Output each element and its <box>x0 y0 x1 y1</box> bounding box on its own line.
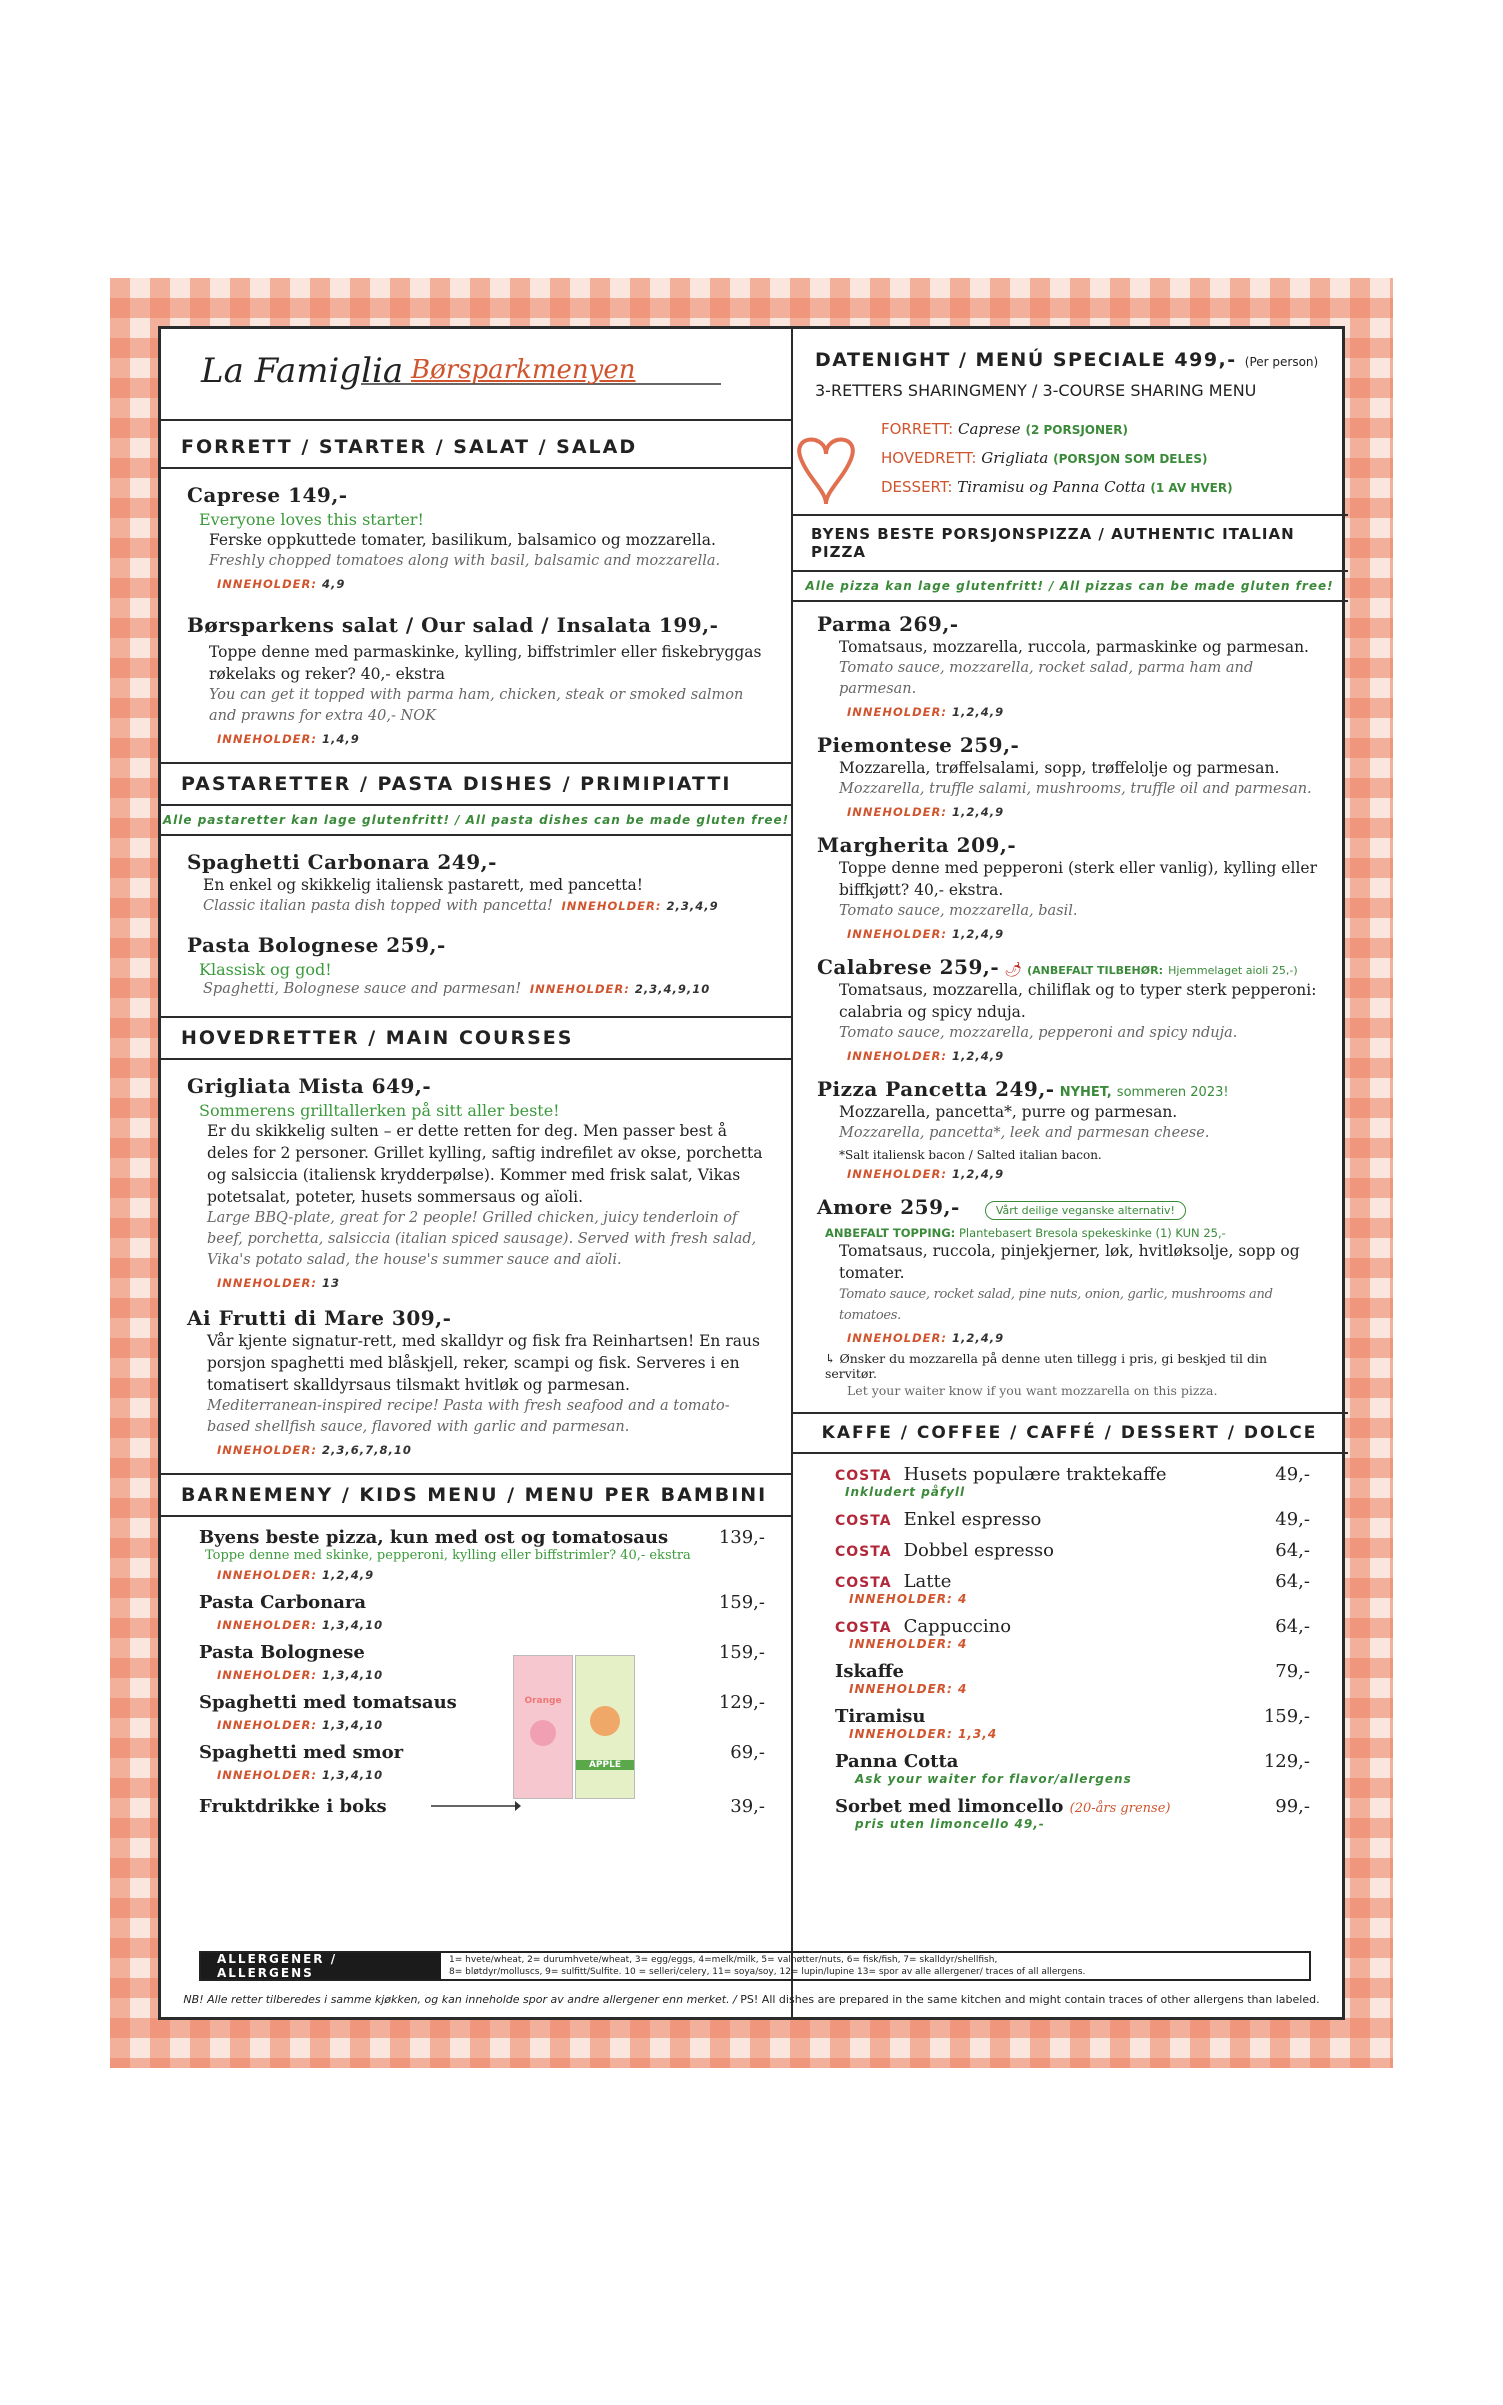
dish-bolognese <box>161 933 791 1000</box>
costa-logo: COSTA <box>835 1513 892 1529</box>
allergen-label: INNEHOLDER: <box>847 1331 947 1345</box>
allergen-label: INNEHOLDER: <box>529 982 630 996</box>
mains-header: HOVEDRETTER / MAIN COURSES <box>161 1016 791 1060</box>
mozzarella-note <box>825 1351 1322 1381</box>
allergen-label: INNEHOLDER: <box>217 577 317 591</box>
dish-desc-no: En enkel og skikkelig italiensk pastarett, med pancetta! <box>203 876 643 894</box>
dish-desc-no: Ferske oppkuttede tomater, basilikum, balsamico og mozzarella. <box>209 531 716 549</box>
dish-desc-en: Freshly chopped tomatoes along with basil, balsamic and mozzarella. <box>209 553 721 569</box>
allergen-info <box>217 1443 765 1457</box>
allergen-info <box>217 1718 791 1732</box>
allergen-label: INNEHOLDER: <box>217 1568 317 1582</box>
course-note: (1 AV HVER) <box>1150 481 1233 495</box>
dish-name: Børsparkens salat / Our salad / Insalata 199,- <box>187 613 719 637</box>
dish-title-row <box>817 1077 1322 1101</box>
allergen-codes: 2,3,6,7,8,10 <box>321 1443 412 1457</box>
desc-text: Spaghetti, Bolognese sauce and parmesan! <box>203 981 522 997</box>
allergen-codes: 1,2,4,9 <box>951 1167 1005 1181</box>
item-sub: Ask your waiter for flavor/allergens <box>855 1772 1132 1786</box>
allergen-codes: 1,2,4,9 <box>951 927 1005 941</box>
item-name: Fruktdrikke i boks <box>199 1796 387 1817</box>
allergen-info <box>217 1276 765 1290</box>
allergen-codes: 1,3,4,10 <box>321 1718 384 1732</box>
item-name: Latte <box>903 1571 952 1592</box>
allergen-codes: 1,3,4,10 <box>321 1768 384 1782</box>
cafe-item <box>791 1571 1348 1592</box>
vegan-badge: Vårt deilige veganske alternativ! <box>985 1201 1186 1220</box>
allergens-label: ALLERGENER / ALLERGENS <box>201 1953 441 1979</box>
item-name: Dobbel espresso <box>903 1540 1054 1561</box>
dish-desc-en: Tomato sauce, mozzarella, basil. <box>839 903 1078 919</box>
dish-title-row <box>817 955 1322 979</box>
item-name-wrap <box>835 1540 1054 1561</box>
age-limit: (20-års grense) <box>1069 1801 1171 1816</box>
allergen-label: INNEHOLDER: <box>847 805 947 819</box>
item-price: 64,- <box>1275 1571 1310 1592</box>
heart-icon <box>791 429 861 509</box>
course-dish: Caprese <box>958 420 1021 438</box>
dish-salad <box>161 613 791 746</box>
allergen-codes: 1,2,4,9 <box>951 805 1005 819</box>
allergen-info <box>847 705 1322 719</box>
item-sub: INNEHOLDER: 4 <box>849 1682 968 1696</box>
kids-item <box>161 1592 791 1613</box>
item-price: 49,- <box>1275 1509 1310 1530</box>
dish-desc-no: Mozzarella, pancetta*, purre og parmesan. <box>839 1103 1178 1121</box>
cafe-item <box>791 1616 1348 1637</box>
allergen-codes: 1,4,9 <box>321 732 360 746</box>
dish-desc-no: Toppe denne med pepperoni (sterk eller vanlig), kylling eller biffkjøtt? 40,- ekstra. <box>839 859 1317 899</box>
item-name-wrap <box>835 1571 951 1592</box>
dish-name: Piemontese 259,- <box>817 733 1020 757</box>
allergen-info <box>847 1167 1322 1181</box>
allergen-label: INNEHOLDER: <box>561 899 662 913</box>
new-text: sommeren 2023! <box>1116 1085 1229 1100</box>
datenight-courses <box>881 415 1233 502</box>
logo-area <box>161 329 791 421</box>
allergen-info <box>217 1618 791 1632</box>
allergen-label: INNEHOLDER: <box>217 1718 317 1732</box>
course-label: FORRETT: <box>881 420 954 438</box>
dish-tag: Sommerens grilltallerken på sitt aller beste! <box>199 1101 560 1120</box>
kids-item-tag: Toppe denne med skinke, pepperoni, kylling eller biffstrimler? 40,- ekstra <box>205 1548 691 1563</box>
allergen-label: INNEHOLDER: <box>847 927 947 941</box>
item-name: Cappuccino <box>903 1616 1012 1637</box>
allergens-line: 8= bløtdyr/molluscs, 9= sulfitt/Sulfite. 10 = selleri/celery, 11= soya/soy, 12= lupin/lupine 13= spor av alle allergener/ traces of all allergens. <box>449 1967 1086 1977</box>
costa-logo: COSTA <box>835 1575 892 1591</box>
pasta-gluten-note: Alle pastaretter kan lage glutenfritt! / All pasta dishes can be made gluten free! <box>161 806 791 836</box>
kids-item <box>161 1742 791 1763</box>
arrow-right-icon <box>431 1799 521 1813</box>
item-name: Pasta Carbonara <box>199 1592 367 1613</box>
pizza-margherita <box>791 833 1348 941</box>
pony-icon <box>590 1706 620 1736</box>
menu-card <box>158 326 1345 2020</box>
allergen-info <box>217 732 765 746</box>
allergen-label: INNEHOLDER: <box>217 1276 317 1290</box>
per-person: (Per person) <box>1244 355 1319 369</box>
cafe-item <box>791 1661 1348 1682</box>
topping-label: ANBEFALT TOPPING: <box>825 1226 956 1240</box>
extra-text: Hjemmelaget aioli 25,-) <box>1168 964 1298 977</box>
allergen-label: INNEHOLDER: <box>217 1443 317 1457</box>
kids-item <box>161 1527 791 1548</box>
item-name: Panna Cotta <box>835 1751 959 1772</box>
allergen-codes: 1,3,4,10 <box>321 1618 384 1632</box>
allergen-label: INNEHOLDER: <box>217 1668 317 1682</box>
dish-name: Grigliata Mista 649,- <box>187 1074 432 1098</box>
allergen-codes: 1,2,4,9 <box>951 1331 1005 1345</box>
title-text: DATENIGHT / MENÚ SPECIALE 499,- <box>815 349 1237 371</box>
dish-name: Margherita 209,- <box>817 833 1017 857</box>
course-label: DESSERT: <box>881 478 953 496</box>
menu-name: Børsparkmenyen <box>411 355 636 385</box>
left-column <box>161 329 793 2017</box>
dish-desc-en: Tomato sauce, mozzarella, pepperoni and spicy nduja. <box>839 1025 1238 1041</box>
new-label: NYHET, <box>1059 1085 1112 1100</box>
item-name-wrap <box>835 1796 1170 1817</box>
item-sub: INNEHOLDER: 1,3,4 <box>849 1727 998 1741</box>
item-name: Spaghetti med tomatsaus <box>199 1692 457 1713</box>
item-name: Tiramisu <box>835 1706 926 1727</box>
costa-logo: COSTA <box>835 1544 892 1560</box>
allergen-codes: 13 <box>321 1276 340 1290</box>
cafe-item <box>791 1796 1348 1817</box>
mozzarella-note-en: Let your waiter know if you want mozzarella on this pizza. <box>847 1383 1218 1398</box>
allergen-label: INNEHOLDER: <box>217 1618 317 1632</box>
course-dish: Tiramisu og Panna Cotta <box>957 478 1146 496</box>
cafe-item <box>791 1464 1348 1485</box>
footer-note <box>161 1993 1342 2006</box>
item-price: 64,- <box>1275 1540 1310 1561</box>
dish-frutti-di-mare <box>161 1306 791 1457</box>
dish-desc-no: Mozzarella, trøffelsalami, sopp, trøffelolje og parmesan. <box>839 759 1280 777</box>
footer-no: NB! Alle retter tilberedes i samme kjøkken, og kan inneholde spor av andre allergener enn merket. / <box>183 1993 737 2006</box>
dish-caprese <box>161 483 791 591</box>
juice-label: APPLE <box>576 1760 634 1770</box>
dish-name: Ai Frutti di Mare 309,- <box>187 1306 452 1330</box>
item-price: 129,- <box>718 1692 765 1713</box>
item-price: 159,- <box>1263 1706 1310 1727</box>
allergens-legend <box>199 1951 1311 1981</box>
dish-desc-no: Tomatsaus, ruccola, pinjekjerner, løk, hvitløksolje, sopp og tomater. <box>839 1242 1300 1282</box>
dish-footnote: *Salt italiensk bacon / Salted italian bacon. <box>839 1148 1102 1162</box>
item-price: 39,- <box>730 1796 765 1817</box>
datenight-subtitle: 3-RETTERS SHARINGMENY / 3-COURSE SHARING MENU <box>815 381 1257 400</box>
dish-tag: Klassisk og god! <box>199 960 332 979</box>
mozz-no: Ønsker du mozzarella på denne uten tillegg i pris, gi beskjed til din servitør. <box>825 1351 1268 1381</box>
gingham-border <box>110 278 1393 2068</box>
item-name: Byens beste pizza, kun med ost og tomatosaus <box>199 1527 669 1548</box>
dish-desc-no: Tomatsaus, mozzarella, chiliflak og to typer sterk pepperoni: calabria og spicy nduja. <box>839 981 1317 1021</box>
item-sub: INNEHOLDER: 4 <box>849 1637 968 1651</box>
dish-desc-en: Tomato sauce, mozzarella, rocket salad, parma ham and parmesan. <box>839 660 1254 697</box>
allergen-info <box>561 899 718 913</box>
allergen-label: INNEHOLDER: <box>217 1768 317 1782</box>
item-price: 64,- <box>1275 1616 1310 1637</box>
item-price: 69,- <box>730 1742 765 1763</box>
item-price: 49,- <box>1275 1464 1310 1485</box>
dish-name: Amore 259,- <box>817 1195 960 1219</box>
topping-text: Plantebasert Bresola spekeskinke (1) KUN 25,- <box>958 1226 1226 1240</box>
allergen-info <box>217 1568 791 1582</box>
juice-label: Orange <box>524 1696 562 1706</box>
cafe-menu <box>791 1464 1348 1831</box>
cafe-item <box>791 1751 1348 1772</box>
dish-desc-en: Mozzarella, pancetta*, leek and parmesan cheese. <box>839 1125 1210 1141</box>
kids-header: BARNEMENY / KIDS MENU / MENU PER BAMBINI <box>161 1473 791 1517</box>
dish-desc-no: Toppe denne med parmaskinke, kylling, biffstrimler eller fiskebryggas røkelaks og reker? 40,- ekstra <box>209 643 762 683</box>
dish-name: Caprese 149,- <box>187 483 348 507</box>
item-sub: Inkludert påfyll <box>845 1485 966 1499</box>
pizza-piemontese <box>791 733 1348 819</box>
item-price: 129,- <box>1263 1751 1310 1772</box>
pig-icon <box>530 1720 556 1746</box>
course-note: (2 PORSJONER) <box>1025 423 1128 437</box>
recommended-topping <box>825 1226 1322 1240</box>
allergen-info <box>847 805 1322 819</box>
dish-name: Spaghetti Carbonara 249,- <box>187 850 497 874</box>
costa-logo: COSTA <box>835 1620 892 1636</box>
datenight-box <box>791 329 1348 516</box>
datenight-title <box>815 349 1318 371</box>
item-name-wrap <box>835 1464 1167 1485</box>
logo-text: La Famiglia <box>201 351 404 391</box>
dish-desc-en <box>203 896 765 917</box>
cafe-item <box>791 1509 1348 1530</box>
dish-desc-no: Tomatsaus, mozzarella, ruccola, parmaskinke og parmesan. <box>839 638 1309 656</box>
pizza-amore <box>791 1195 1348 1398</box>
extra-label: (ANBEFALT TILBEHØR: <box>1027 964 1163 977</box>
item-name: Spaghetti med smor <box>199 1742 404 1763</box>
chili-icon: 🌶 <box>1004 962 1023 978</box>
allergen-info <box>847 927 1322 941</box>
item-name: Enkel espresso <box>903 1509 1042 1530</box>
item-sub: pris uten limoncello 49,- <box>855 1817 1045 1831</box>
item-price: 139,- <box>718 1527 765 1548</box>
dish-name: Pasta Bolognese 259,- <box>187 933 446 957</box>
allergens-line: 1= hvete/wheat, 2= durumhvete/wheat, 3= egg/eggs, 4=melk/milk, 5= valnøtter/nuts, 6= fisk/fish, 7= skalldyr/shellfish, <box>449 1955 998 1965</box>
course-note: (PORSJON SOM DELES) <box>1053 452 1208 466</box>
dish-desc-en: Tomato sauce, rocket salad, pine nuts, onion, garlic, mushrooms and tomatoes. <box>839 1287 1273 1323</box>
kids-item <box>161 1642 791 1663</box>
allergen-info <box>847 1049 1322 1063</box>
pizza-parma <box>791 612 1348 719</box>
footer-en: PS! All dishes are prepared in the same kitchen and might contain traces of other allergens than labeled. <box>740 1993 1320 2006</box>
desc-text: Classic italian pasta dish topped with pancetta! <box>203 898 553 914</box>
allergen-info <box>530 982 710 996</box>
item-name: Pasta Bolognese <box>199 1642 365 1663</box>
allergens-text <box>441 1953 1093 1979</box>
item-price: 79,- <box>1275 1661 1310 1682</box>
dish-name: Calabrese 259,- <box>817 955 1000 979</box>
arrow-icon: ↳ <box>825 1351 836 1366</box>
item-name-wrap <box>835 1616 1011 1637</box>
allergen-codes: 1,2,4,9 <box>951 705 1005 719</box>
item-price: 159,- <box>718 1642 765 1663</box>
cafe-item <box>791 1540 1348 1561</box>
juice-box-peppa <box>513 1655 573 1799</box>
dish-tag: Everyone loves this starter! <box>199 510 424 529</box>
item-name: Sorbet med limoncello <box>835 1796 1064 1817</box>
allergen-label: INNEHOLDER: <box>847 1049 947 1063</box>
dish-desc-no: Vår kjente signatur-rett, med skalldyr og fisk fra Reinhartsen! En raus porsjon spaghetti med blåskjell, reker, scampi og fisk. Serveres i en tomatisert skalldyrsaus tilsmakt hvitløk og parmesan. <box>207 1332 760 1394</box>
juice-box-pony <box>575 1655 635 1799</box>
dish-desc-en <box>203 979 765 1000</box>
dish-title-row <box>817 1195 1322 1220</box>
dish-desc-no: Er du skikkelig sulten – er dette retten for deg. Men passer best å deles for 2 personer. Grillet kylling, saftig indrefilet av okse, porchetta og salsiccia (italiensk krydderpølse). Kommer med frisk salat, Vikas potetsalat, poteter, husets sommersaus og aïoli. <box>207 1122 763 1206</box>
kids-item <box>161 1692 791 1713</box>
course-line <box>881 444 1233 473</box>
course-dish: Grigliata <box>981 449 1049 467</box>
allergen-label: INNEHOLDER: <box>217 732 317 746</box>
dish-desc-en: Large BBQ-plate, great for 2 people! Grilled chicken, juicy tenderloin of beef, porchetta, salsiccia (italian spiced sausage). Served with fresh salad, Vika's potato salad, the house's summer sauce and aïoli. <box>207 1210 757 1268</box>
right-column <box>791 329 1348 2017</box>
allergen-codes: 1,2,4,9 <box>321 1568 375 1582</box>
allergen-info <box>217 1668 791 1682</box>
cafe-header: KAFFE / COFFEE / CAFFÉ / DESSERT / DOLCE <box>791 1412 1348 1454</box>
dish-carbonara <box>161 850 791 917</box>
allergen-codes: 4,9 <box>321 577 346 591</box>
item-name-wrap <box>835 1509 1041 1530</box>
allergen-label: INNEHOLDER: <box>847 1167 947 1181</box>
allergen-codes: 1,3,4,10 <box>321 1668 384 1682</box>
course-line <box>881 415 1233 444</box>
pizza-calabrese <box>791 955 1348 1063</box>
item-price: 159,- <box>718 1592 765 1613</box>
pizza-header: BYENS BESTE PORSJONSPIZZA / AUTHENTIC ITALIAN PIZZA <box>791 516 1348 572</box>
dish-desc-en: You can get it topped with parma ham, chicken, steak or smoked salmon and prawns for extra 40,- NOK <box>209 687 744 724</box>
allergen-info <box>217 1768 791 1782</box>
allergen-info <box>847 1331 1322 1345</box>
item-price: 99,- <box>1275 1796 1310 1817</box>
item-sub: INNEHOLDER: 4 <box>849 1592 968 1606</box>
pasta-header: PASTARETTER / PASTA DISHES / PRIMIPIATTI <box>161 762 791 806</box>
pizza-gluten-note: Alle pizza kan lage glutenfritt! / All pizzas can be made gluten free! <box>791 572 1348 602</box>
dish-grigliata <box>161 1074 791 1290</box>
item-name: Iskaffe <box>835 1661 904 1682</box>
dish-desc-en: Mozzarella, truffle salami, mushrooms, truffle oil and parmesan. <box>839 781 1312 797</box>
course-label: HOVEDRETT: <box>881 449 977 467</box>
allergen-label: INNEHOLDER: <box>847 705 947 719</box>
dish-name: Pizza Pancetta 249,- <box>817 1077 1055 1101</box>
starters-header: FORRETT / STARTER / SALAT / SALAD <box>161 427 791 469</box>
course-line <box>881 473 1233 502</box>
allergen-info <box>217 577 765 591</box>
pizza-pancetta <box>791 1077 1348 1181</box>
costa-logo: COSTA <box>835 1468 892 1484</box>
allergen-codes: 2,3,4,9,10 <box>634 982 711 996</box>
item-name: Husets populære traktekaffe <box>903 1464 1167 1485</box>
kids-menu <box>161 1527 791 1817</box>
allergen-codes: 2,3,4,9 <box>666 899 719 913</box>
cafe-item <box>791 1706 1348 1727</box>
allergen-codes: 1,2,4,9 <box>951 1049 1005 1063</box>
dish-name: Parma 269,- <box>817 612 959 636</box>
dish-desc-en: Mediterranean-inspired recipe! Pasta with fresh seafood and a tomato-based shellfish sauce, flavored with garlic and parmesan. <box>207 1398 730 1435</box>
